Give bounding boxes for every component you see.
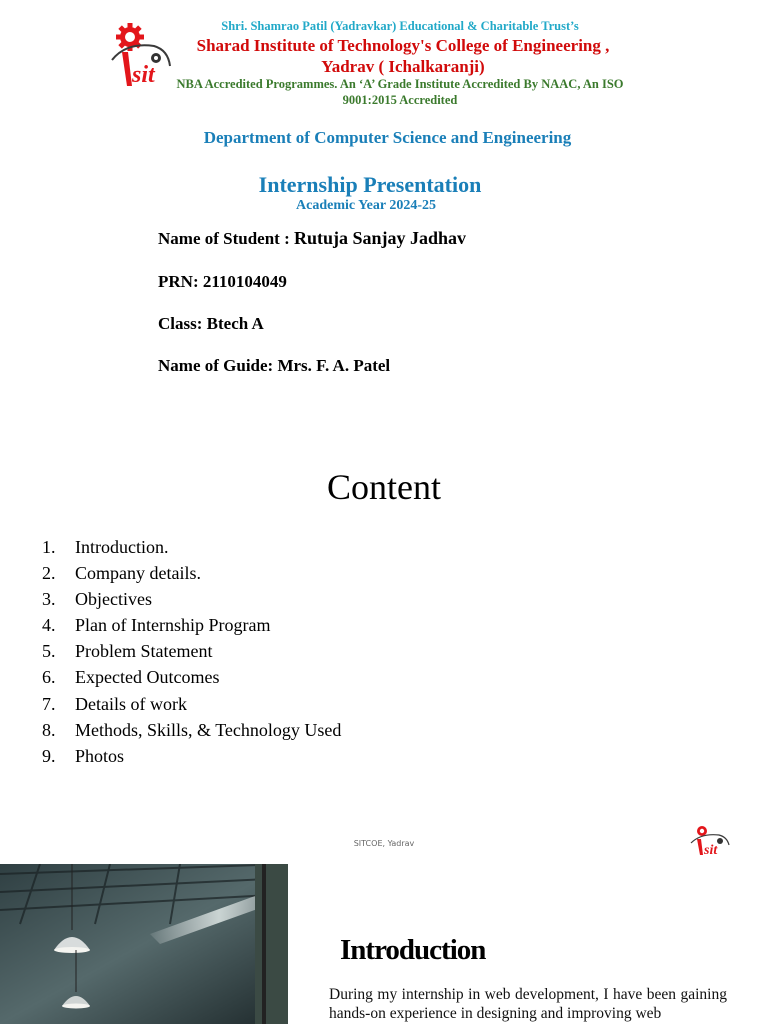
trust-name: Shri. Shamrao Patil (Yadravkar) Educational & Charitable Trust’s <box>221 19 579 33</box>
slide-footer: SITCOE, Yadrav <box>353 839 415 848</box>
student-name-label: Name of Student : <box>158 229 294 248</box>
accreditation-line1: NBA Accredited Programmes. An ‘A’ Grade Institute Accredited By NAAC, An ISO <box>176 77 624 91</box>
content-list-item <box>42 612 341 638</box>
content-item-label: Company details. <box>75 563 201 584</box>
content-list-item <box>42 743 341 769</box>
office-photo <box>0 864 288 1024</box>
svg-text:sit: sit <box>132 62 155 88</box>
introduction-title: Introduction <box>340 934 486 966</box>
content-item-label: Plan of Internship Program <box>75 615 271 636</box>
department-name: Department of Computer Science and Engineering <box>203 128 572 147</box>
content-item-number: 5. <box>42 641 56 662</box>
student-class: Class: Btech A <box>158 314 264 333</box>
content-list-item <box>42 717 341 743</box>
content-item-number: 4. <box>42 615 56 636</box>
academic-year: Academic Year 2024-25 <box>296 198 436 213</box>
institute-name-line1: Sharad Institute of Technology's College of Engineering , <box>196 36 610 55</box>
content-item-number: 6. <box>42 667 56 688</box>
content-item-label: Details of work <box>75 693 187 714</box>
content-list-item <box>42 638 341 664</box>
content-item-number: 1. <box>42 537 56 557</box>
content-item-label: Introduction. <box>75 537 169 557</box>
content-item-label: Photos <box>75 745 125 766</box>
content-list-item <box>42 560 341 586</box>
content-item-number: 9. <box>42 745 56 766</box>
content-item-label: Methods, Skills, & Technology Used <box>75 719 342 740</box>
content-list <box>42 534 341 769</box>
guide-name: Name of Guide: Mrs. F. A. Patel <box>158 356 391 375</box>
content-item-label: Expected Outcomes <box>75 667 220 688</box>
accreditation-text <box>150 76 650 108</box>
content-title: Content <box>327 467 441 507</box>
institute-name <box>150 35 656 77</box>
student-name <box>158 228 466 249</box>
footer-logo <box>689 823 731 857</box>
svg-text:sit: sit <box>704 843 718 857</box>
content-item-label: Problem Statement <box>75 641 213 662</box>
content-item-number: 8. <box>42 719 56 740</box>
content-item-number: 2. <box>42 563 56 584</box>
student-name-value: Rutuja Sanjay Jadhav <box>294 228 467 248</box>
student-prn: PRN: 2110104049 <box>158 272 287 291</box>
content-item-label: Objectives <box>75 589 152 610</box>
content-list-item <box>42 691 341 717</box>
content-list-item <box>42 664 341 690</box>
introduction-text: During my internship in web development, I have been gaining hands-on experience in designing and improving web <box>329 986 727 1022</box>
content-list-item <box>42 534 341 560</box>
presentation-title: Internship Presentation <box>258 172 482 197</box>
content-item-number: 3. <box>42 589 56 610</box>
institute-name-line2: Yadrav ( Ichalkaranji) <box>321 57 485 76</box>
accreditation-line2: 9001:2015 Accredited <box>342 93 458 107</box>
content-list-item <box>42 586 341 612</box>
content-item-number: 7. <box>42 693 56 714</box>
